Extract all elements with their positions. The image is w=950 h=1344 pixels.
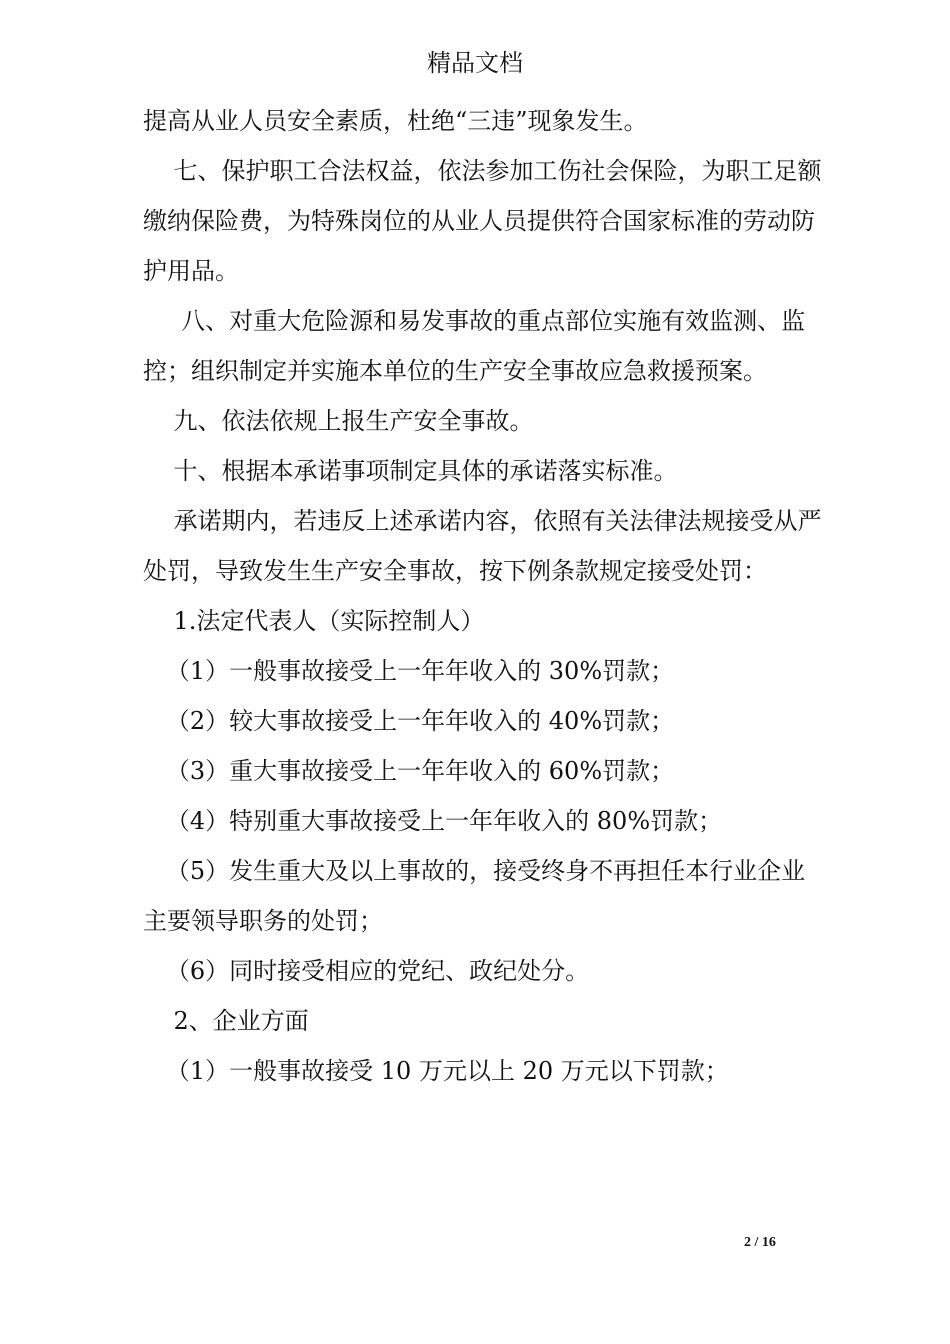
penalty-item-3: （3）重大事故接受上一年年收入的 60%罚款；: [143, 757, 675, 785]
paragraph-1: 提高从业人员安全素质，杜绝“三违”现象发生。: [143, 107, 648, 135]
penalty-item-1: （1）一般事故接受上一年年收入的 30%罚款；: [143, 657, 675, 685]
page-number: 2 / 16: [744, 1235, 776, 1250]
paragraph-item-10: 十、根据本承诺事项制定具体的承诺落实标准。: [143, 457, 678, 485]
paragraph-commitment-penalty: 承诺期内，若违反上述承诺内容，依照有关法律法规接受从严处罚，导致发生生产安全事故，按下例条款规定接受处罚：: [143, 507, 822, 585]
enterprise-penalty-item-1: （1）一般事故接受 10 万元以上 20 万元以下罚款；: [143, 1057, 729, 1085]
page-header-title: 精品文档: [427, 49, 523, 77]
penalty-item-5: （5）发生重大及以上事故的，接受终身不再担任本行业企业主要领导职务的处罚；: [143, 857, 806, 935]
paragraph-item-7: 七、保护职工合法权益，依法参加工伤社会保险，为职工足额缴纳保险费，为特殊岗位的从业人员提供符合国家标准的劳动防护用品。: [143, 157, 822, 285]
document-body: [143, 96, 823, 1096]
penalty-item-6: （6）同时接受相应的党纪、政纪处分。: [143, 957, 590, 985]
penalty-item-4: （4）特别重大事故接受上一年年收入的 80%罚款；: [143, 807, 723, 835]
section-legal-representative: 1.法定代表人（实际控制人）: [143, 607, 485, 635]
paragraph-item-8: 八、对重大危险源和易发事故的重点部位实施有效监测、监控；组织制定并实施本单位的生产安全事故应急救援预案。: [143, 307, 806, 385]
section-enterprise: 2、企业方面: [143, 1007, 309, 1035]
penalty-item-2: （2）较大事故接受上一年年收入的 40%罚款；: [143, 707, 675, 735]
paragraph-item-9: 九、依法依规上报生产安全事故。: [143, 407, 534, 435]
